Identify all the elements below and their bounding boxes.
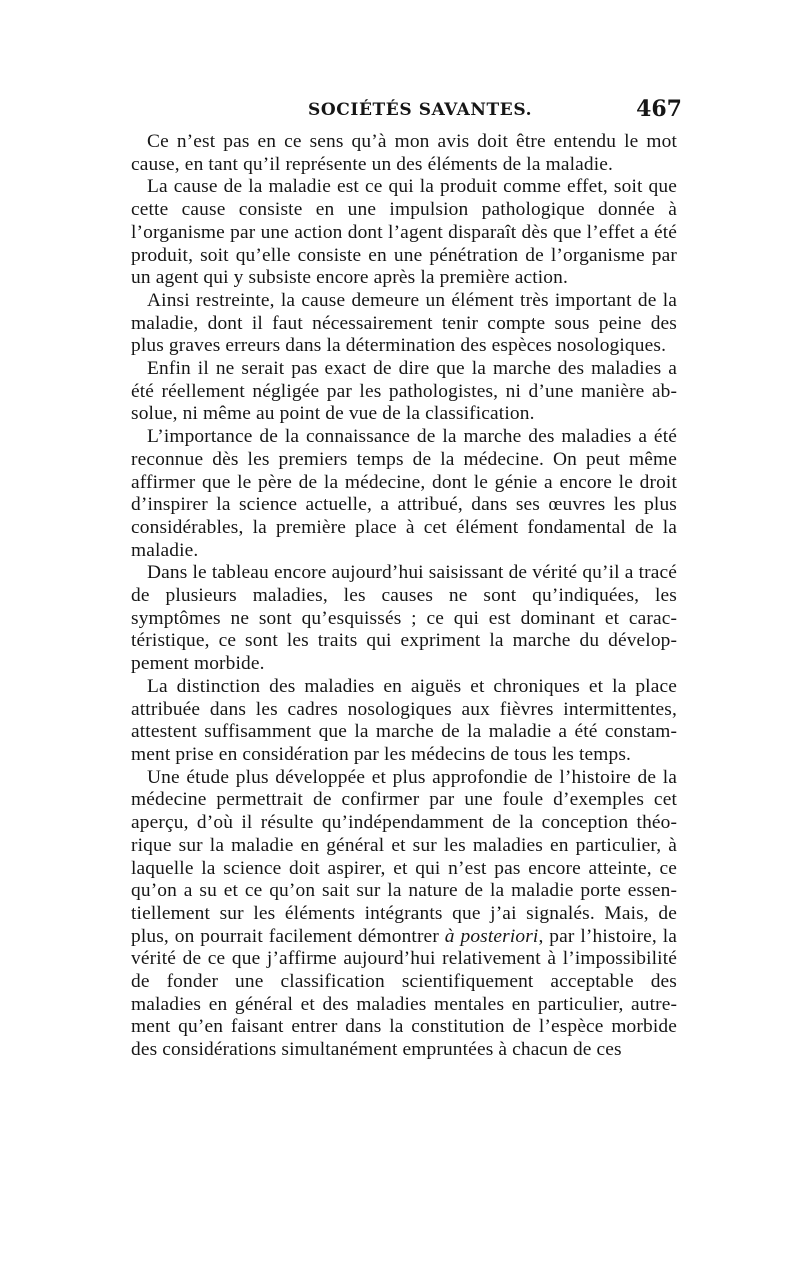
italic-phrase: à posteriori (444, 925, 539, 947)
paragraph (131, 767, 677, 1062)
paragraph-text: Une étude plus développée et plus approfondie de l’histoire de la médecine permettrait de confirmer par une foule d’exemples cet aperçu, d’où il résulte qu’indépendamment de la conception théorique sur la maladie en général et sur les maladies en particulier, à laquelle la science doit aspirer, et qui n’est pas encore atteinte, ce qu’on a su et ce qu’on sait sur la nature de la maladie porte essentiellement sur les éléments intégrants que j’ai signalés. Mais, de plus, on pourrait facilement démontrer (131, 766, 677, 947)
paragraph: Dans le tableau encore aujourd’hui saisissant de vérité qu’il a tracé de plusieurs maladies, les causes ne sont qu’indiquées, les symptômes ne sont qu’esquissés ; ce qui est dominant et caractéristique, ce sont les traits qui expriment la marche du développement morbide. (131, 562, 677, 675)
paragraph: La cause de la maladie est ce qui la produit comme effet, soit que cette cause consiste en une impulsion pathologique donnée à l’organisme par une action dont l’agent disparaît dès que l’effet a été produit, soit qu’elle consiste en une pénétration de l’organisme par un agent qui y subsiste encore après la première action. (131, 176, 677, 289)
running-title: SOCIÉTÉS SAVANTES. (308, 100, 533, 120)
paragraph: Enfin il ne serait pas exact de dire que la marche des maladies a été réellement négligée par les pathologistes, ni d’une manière absolue, ni même au point de vue de la classification. (131, 358, 677, 425)
paragraph: Ce n’est pas en ce sens qu’à mon avis doit être entendu le mot cause, en tant qu’il représente un des éléments de la maladie. (131, 131, 677, 175)
paragraph: Ainsi restreinte, la cause demeure un élément très important de la maladie, dont il faut nécessairement tenir compte sous peine des plus graves erreurs dans la détermination des espèces nosologiques. (131, 289, 677, 357)
body-text (131, 131, 677, 1062)
paragraph: La distinction des maladies en aiguës et chroniques et la place attribuée dans les cadres nosologiques aux fièvres intermittentes, attestent suffisamment que la marche de la maladie a été constamment prise en considération par les médecins de tous les temps. (131, 675, 677, 765)
paragraph: L’importance de la connaissance de la marche des maladies a été reconnue dès les premiers temps de la médecine. On peut même affirmer que le père de la médecine, dont le génie a encore le droit d’inspirer la science actuelle, a attribué, dans ses œuvres les plus considérables, la première place à cet élément fondamental de la maladie. (131, 426, 677, 561)
page-number: 467 (636, 96, 682, 122)
page-header (130, 96, 682, 130)
paragraph-text: , par l’histoire, la vérité de ce que j’affirme aujourd’hui relativement à l’impossibilité de fonder une classification scientifiquement acceptable des maladies en général et des maladies mentales en particulier, autrement qu’en faisant entrer dans la constitution de l’espèce morbide des considérations simultanément empruntées à chacun de ces (131, 925, 678, 1061)
